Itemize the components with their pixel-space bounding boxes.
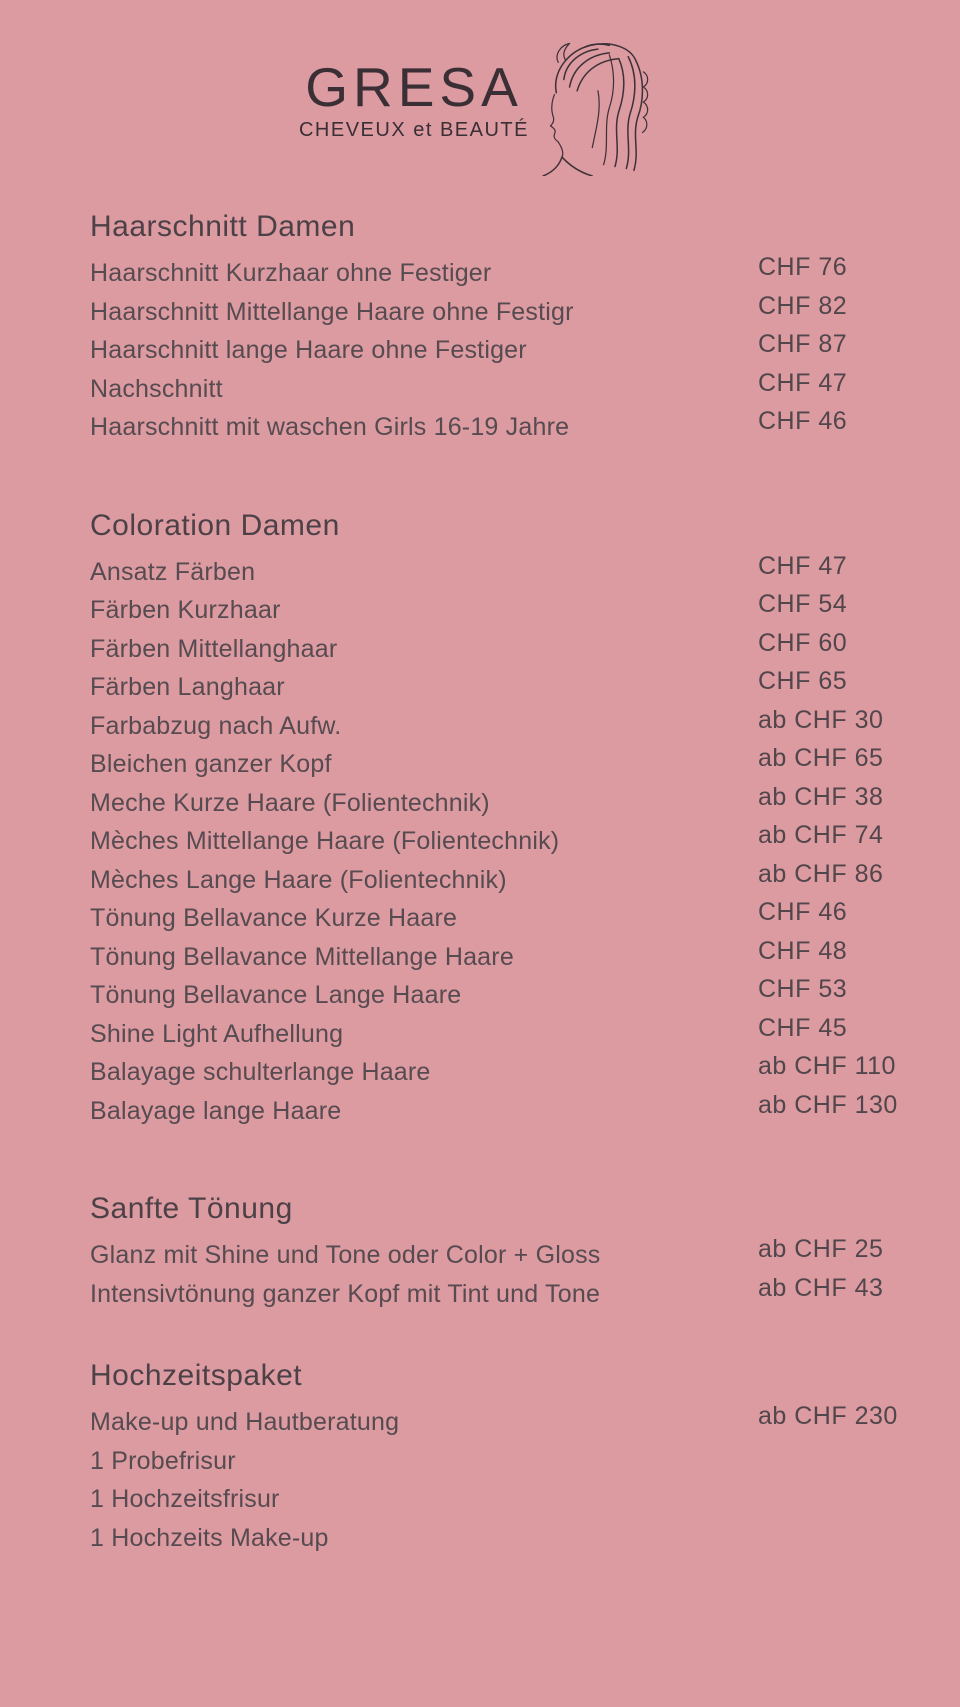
item-price: CHF 65 (758, 667, 848, 695)
item-price: CHF 87 (758, 330, 848, 358)
menu-section (90, 208, 960, 447)
logo-name: GRESA (305, 56, 523, 118)
item-label: 1 Hochzeitsfrisur (90, 1485, 280, 1513)
item-label: Haarschnitt Mittellange Haare ohne Festigr (90, 297, 574, 326)
item-price: ab CHF 43 (758, 1273, 884, 1302)
item-price: ab CHF 65 (758, 744, 884, 772)
item-price: ab CHF 86 (758, 859, 884, 888)
section-title: Hochzeitspaket (90, 1359, 303, 1392)
item-price: ab CHF 38 (758, 782, 884, 811)
item-label: Tönung Bellavance Mittellange Haare (90, 942, 514, 971)
item-label: Nachschnitt (90, 374, 223, 403)
menu-item-row (90, 1480, 960, 1519)
menu-item-row (90, 1275, 960, 1314)
item-price: ab CHF 30 (758, 705, 884, 734)
item-label: Farbabzug nach Aufw. (90, 711, 342, 740)
item-price: CHF 76 (758, 253, 848, 281)
item-label: Bleichen ganzer Kopf (90, 750, 332, 778)
logo-tagline: CHEVEUX et BEAUTÉ (298, 119, 529, 141)
item-price: CHF 48 (758, 936, 848, 965)
price-list (0, 208, 960, 1557)
item-price: CHF 46 (758, 407, 848, 435)
woman-long-hair-illustration-icon (533, 34, 661, 176)
item-label: Färben Kurzhaar (90, 596, 281, 624)
item-label: Balayage schulterlange Haare (90, 1058, 431, 1086)
item-label: Make-up und Hautberatung (90, 1408, 400, 1436)
section-title: Sanfte Tönung (90, 1192, 293, 1225)
menu-item-row (90, 408, 960, 447)
item-price: ab CHF 110 (758, 1052, 896, 1080)
item-price: ab CHF 25 (758, 1235, 884, 1263)
logo (298, 56, 529, 142)
item-label: Ansatz Färben (90, 557, 256, 586)
section-title: Haarschnitt Damen (90, 210, 356, 243)
menu-section (90, 1357, 960, 1557)
item-label: 1 Hochzeits Make-up (90, 1523, 329, 1552)
item-price: ab CHF 130 (758, 1090, 898, 1119)
item-label: Tönung Bellavance Kurze Haare (90, 904, 458, 932)
item-price: CHF 45 (758, 1013, 848, 1042)
menu-item-row (90, 1519, 960, 1558)
item-label: Balayage lange Haare (90, 1096, 342, 1125)
item-label: Haarschnitt mit waschen Girls 16-19 Jahre (90, 413, 570, 441)
menu-item-row (90, 1442, 960, 1481)
menu-item-row (90, 1403, 960, 1442)
item-label: Meche Kurze Haare (Folientechnik) (90, 788, 490, 817)
item-label: 1 Probefrisur (90, 1446, 236, 1475)
item-label: Glanz mit Shine und Tone oder Color + Gloss (90, 1241, 601, 1269)
logo-header (0, 0, 960, 170)
item-label: Mèches Mittellange Haare (Folientechnik) (90, 827, 560, 855)
item-price: CHF 47 (758, 551, 848, 580)
item-label: Mèches Lange Haare (Folientechnik) (90, 865, 507, 894)
item-price: ab CHF 230 (758, 1402, 898, 1430)
item-label: Färben Mittellanghaar (90, 634, 338, 663)
item-label: Shine Light Aufhellung (90, 1019, 344, 1048)
item-price: CHF 53 (758, 975, 848, 1003)
item-price: CHF 60 (758, 628, 848, 657)
item-label: Tönung Bellavance Lange Haare (90, 981, 462, 1009)
menu-section (90, 507, 960, 1131)
item-price: CHF 54 (758, 590, 848, 618)
item-label: Färben Langhaar (90, 673, 285, 701)
section-title: Coloration Damen (90, 508, 340, 542)
item-label: Intensivtönung ganzer Kopf mit Tint und Tone (90, 1279, 601, 1308)
item-label: Haarschnitt Kurzhaar ohne Festiger (90, 259, 492, 287)
item-price: CHF 46 (758, 898, 848, 926)
menu-section (90, 1190, 960, 1313)
item-label: Haarschnitt lange Haare ohne Festiger (90, 336, 527, 364)
menu-item-row (90, 1092, 960, 1131)
item-price: CHF 82 (758, 291, 848, 320)
item-price: ab CHF 74 (758, 821, 884, 849)
item-price: CHF 47 (758, 368, 848, 397)
